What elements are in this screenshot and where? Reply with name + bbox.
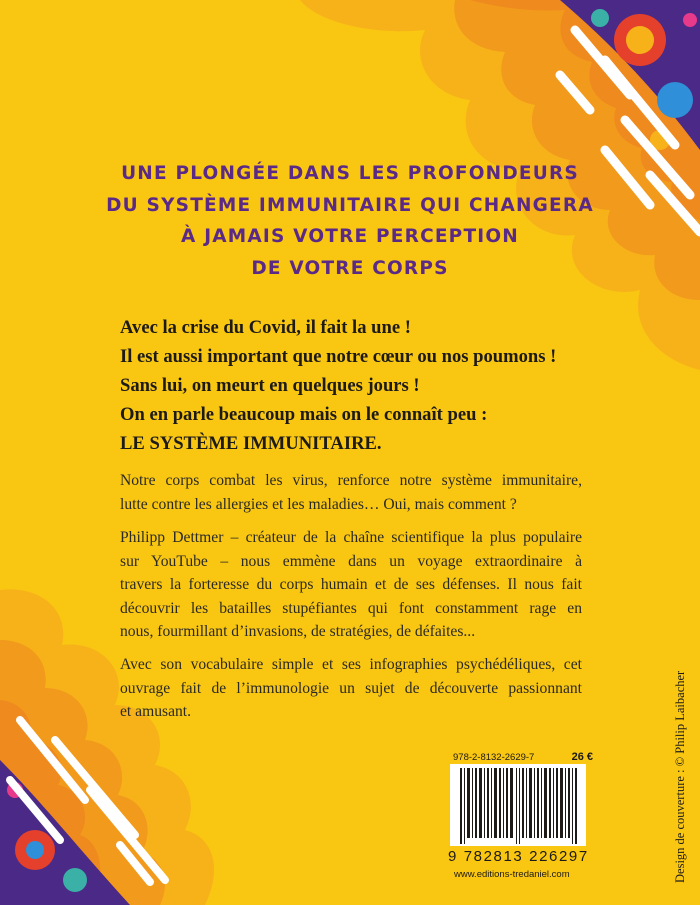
- tagline-line: DU SYSTÈME IMMUNITAIRE QUI CHANGERA: [106, 194, 594, 216]
- barcode: [450, 764, 586, 846]
- hook-line: On en parle beaucoup mais on le connaît peu :: [120, 404, 488, 425]
- hook-line: LE SYSTÈME IMMUNITAIRE.: [120, 433, 382, 454]
- hook-line: Avec la crise du Covid, il fait la une !: [120, 317, 411, 338]
- tagline-line: À JAMAIS VOTRE PERCEPTION: [181, 226, 519, 247]
- paragraph-line: travers la forteresse du corps humain et de ses défenses. Il nous fait: [120, 576, 582, 593]
- tagline-line: UNE PLONGÉE DANS LES PROFONDEURS: [121, 163, 579, 184]
- barcode-digits: 9 782813 226297: [448, 848, 589, 865]
- paragraph-line: Notre corps combat les virus, renforce notre système immunitaire,: [120, 472, 582, 489]
- paragraph-3: [120, 653, 582, 724]
- paragraph-line: lutte contre les allergies et les maladies… Oui, mais comment ?: [120, 495, 517, 513]
- isbn: 978-2-8132-2629-7: [453, 752, 535, 763]
- paragraph-line: Philipp Dettmer – créateur de la chaîne scientifique la plus populaire: [120, 529, 582, 546]
- hook-text: [120, 313, 640, 458]
- paragraph-line: sur YouTube – nous emmène dans un voyage extraordinaire à: [120, 552, 582, 570]
- paragraph-line: nous, fourmillant d’invasions, de stratégies, de défaites...: [120, 623, 476, 640]
- paragraph-line: et amusant.: [120, 703, 192, 720]
- paragraph-line: ouvrage fait de l’immunologie un sujet de découverte passionnant: [120, 679, 582, 697]
- paragraph-line: découvrir les batailles stupéfiantes qui font constamment rage en: [120, 599, 582, 617]
- isbn-price-row: [453, 751, 593, 763]
- paragraph-1: [120, 469, 582, 516]
- tagline-line: DE VOTRE CORPS: [251, 257, 449, 279]
- price: 26 €: [571, 751, 593, 763]
- hook-line: Il est aussi important que notre cœur ou nos poumons !: [120, 346, 557, 367]
- paragraph-line: Avec son vocabulaire simple et ses infographies psychédéliques, cet: [120, 656, 582, 673]
- paragraph-2: [120, 526, 582, 644]
- hook-line: Sans lui, on meurt en quelques jours !: [120, 375, 420, 396]
- cover-design-credit: Design de couverture : © Philip Laibacher: [673, 670, 687, 883]
- tagline: [60, 158, 640, 284]
- publisher-website: www.editions-tredaniel.com: [454, 869, 570, 880]
